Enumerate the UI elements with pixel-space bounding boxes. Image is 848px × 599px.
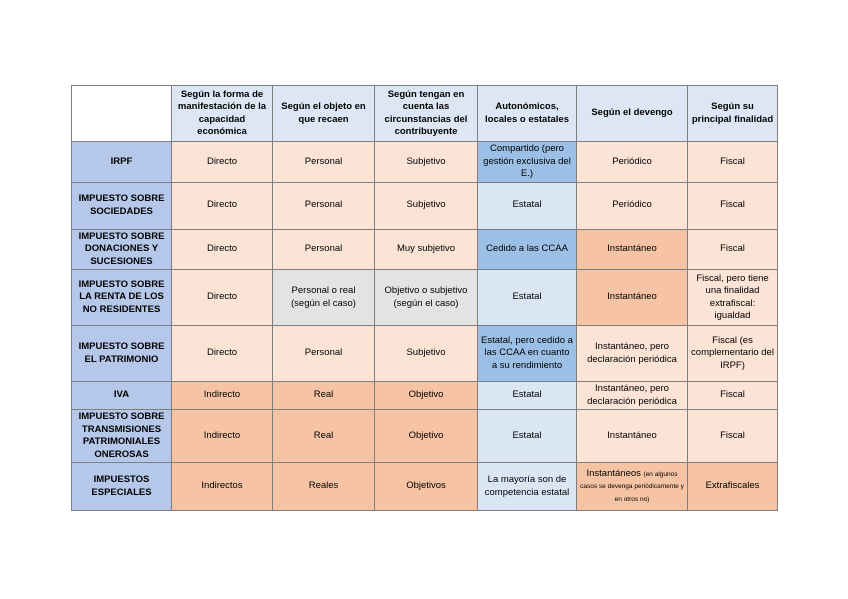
cell-forma: Indirectos	[172, 463, 273, 511]
cell-finalidad: Fiscal, pero tiene una finalidad extrafiscal: igualdad	[688, 270, 778, 326]
header-devengo: Según el devengo	[577, 86, 688, 142]
cell-finalidad: Fiscal	[688, 182, 778, 229]
cell-circunstancias: Objetivo	[375, 410, 478, 463]
cell-ambito: La mayoría son de competencia estatal	[478, 463, 577, 511]
cell-devengo: Instantáneo	[577, 229, 688, 270]
cell-forma: Directo	[172, 142, 273, 183]
cell-forma: Directo	[172, 326, 273, 382]
cell-finalidad: Fiscal	[688, 229, 778, 270]
cell-forma: Directo	[172, 270, 273, 326]
cell-objeto: Personal	[273, 229, 375, 270]
devengo-main-text: Instantáneos	[586, 467, 641, 479]
table-row	[72, 410, 778, 463]
table-row	[72, 463, 778, 511]
row-name: IMPUESTO SOBRE EL PATRIMONIO	[72, 326, 172, 382]
cell-circunstancias: Objetivos	[375, 463, 478, 511]
row-name: IMPUESTOS ESPECIALES	[72, 463, 172, 511]
table-row	[72, 382, 778, 410]
cell-finalidad: Fiscal	[688, 382, 778, 410]
row-name: IMPUESTO SOBRE LA RENTA DE LOS NO RESIDENTES	[72, 270, 172, 326]
row-name: IMPUESTO SOBRE TRANSMISIONES PATRIMONIALES ONEROSAS	[72, 410, 172, 463]
cell-finalidad: Fiscal	[688, 410, 778, 463]
table-row	[72, 326, 778, 382]
cell-devengo: Periódico	[577, 182, 688, 229]
cell-forma: Indirecto	[172, 410, 273, 463]
cell-devengo: Instantáneo, pero declaración periódica	[577, 326, 688, 382]
cell-objeto: Real	[273, 410, 375, 463]
devengo-note-text: (en algunos casos se devenga periódicamente y en otros no)	[580, 470, 684, 503]
cell-finalidad: Fiscal	[688, 142, 778, 183]
cell-circunstancias: Subjetivo	[375, 326, 478, 382]
cell-ambito: Estatal	[478, 270, 577, 326]
cell-devengo	[577, 463, 688, 511]
cell-ambito: Estatal	[478, 410, 577, 463]
header-finalidad: Según su principal finalidad	[688, 86, 778, 142]
cell-objeto: Personal o real (según el caso)	[273, 270, 375, 326]
cell-objeto: Reales	[273, 463, 375, 511]
cell-devengo: Instantáneo, pero declaración periódica	[577, 382, 688, 410]
cell-objeto: Personal	[273, 142, 375, 183]
cell-circunstancias: Objetivo	[375, 382, 478, 410]
table-row	[72, 270, 778, 326]
table-row	[72, 142, 778, 183]
tax-classification-table	[71, 85, 778, 511]
table-row	[72, 229, 778, 270]
cell-devengo: Instantáneo	[577, 270, 688, 326]
header-ambito: Autonómicos, locales o estatales	[478, 86, 577, 142]
cell-ambito: Estatal	[478, 182, 577, 229]
cell-forma: Directo	[172, 182, 273, 229]
row-name: IMPUESTO SOBRE SOCIEDADES	[72, 182, 172, 229]
cell-devengo: Instantáneo	[577, 410, 688, 463]
cell-ambito: Estatal	[478, 382, 577, 410]
header-objeto: Según el objeto en que recaen	[273, 86, 375, 142]
cell-circunstancias: Objetivo o subjetivo (según el caso)	[375, 270, 478, 326]
cell-devengo: Periódico	[577, 142, 688, 183]
row-name: IMPUESTO SOBRE DONACIONES Y SUCESIONES	[72, 229, 172, 270]
cell-ambito: Compartido (pero gestión exclusiva del E.)	[478, 142, 577, 183]
row-name: IRPF	[72, 142, 172, 183]
cell-circunstancias: Subjetivo	[375, 182, 478, 229]
cell-ambito: Cedido a las CCAA	[478, 229, 577, 270]
header-forma: Según la forma de manifestación de la capacidad económica	[172, 86, 273, 142]
cell-objeto: Real	[273, 382, 375, 410]
row-name: IVA	[72, 382, 172, 410]
cell-objeto: Personal	[273, 182, 375, 229]
cell-forma: Directo	[172, 229, 273, 270]
cell-finalidad: Extrafiscales	[688, 463, 778, 511]
cell-ambito: Estatal, pero cedido a las CCAA en cuanto a su rendimiento	[478, 326, 577, 382]
cell-objeto: Personal	[273, 326, 375, 382]
header-circunstancias: Según tengan en cuenta las circunstancias del contribuyente	[375, 86, 478, 142]
header-row	[72, 86, 778, 142]
header-corner	[72, 86, 172, 142]
cell-circunstancias: Muy subjetivo	[375, 229, 478, 270]
table-row	[72, 182, 778, 229]
cell-circunstancias: Subjetivo	[375, 142, 478, 183]
cell-finalidad: Fiscal (es complementario del IRPF)	[688, 326, 778, 382]
cell-forma: Indirecto	[172, 382, 273, 410]
